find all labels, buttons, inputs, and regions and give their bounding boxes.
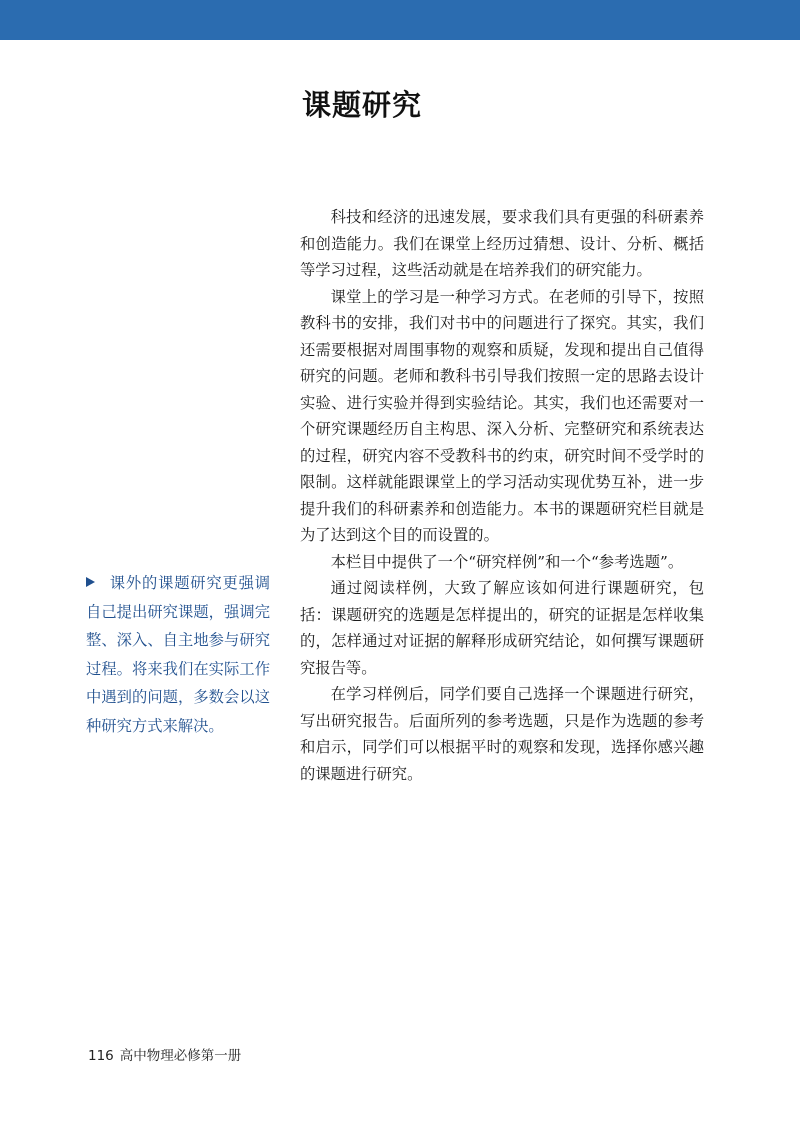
paragraph-1: 科技和经济的迅速发展，要求我们具有更强的科研素养和创造能力。我们在课堂上经历过猜想、设计、分析、概括等学习过程，这些活动就是在培养我们的研究能力。 — [300, 208, 704, 279]
paragraph-5: 在学习样例后，同学们要自己选择一个课题进行研究，写出研究报告。后面所列的参考选题，只是作为选题的参考和启示，同学们可以根据平时的观察和发现，选择你感兴趣的课题进行研究。 — [300, 685, 704, 783]
book-title: 高中物理必修第一册 — [119, 1048, 242, 1064]
page-title: 课题研究 — [302, 88, 423, 122]
header-bar — [0, 0, 800, 40]
paragraph-4: 通过阅读样例，大致了解应该如何进行课题研究，包括：课题研究的选题是怎样提出的，研究的证据是怎样收集的，怎样通过对证据的解释形成研究结论，如何撰写课题研究报告等。 — [300, 579, 704, 677]
paragraph-3: 本栏目中提供了一个“研究样例”和一个“参考选题”。 — [330, 552, 684, 571]
paragraph-2: 课堂上的学习是一种学习方式。在老师的引导下，按照教科书的安排，我们对书中的问题进行了探究。其实，我们还需要根据对周围事物的观察和质疑，发现和提出自己值得研究的问题。老师和教科书引导我们按照一定的思路去设计实验、进行实验并得到实验结论。其实，我们也还需要对一个研究课题经历自主构思、深入分析、完整研究和系统表达的过程，研究内容不受教科书的约束，研究时间不受学时的限制。这样就能跟课堂上的学习活动实现优势互补，进一步提升我们的科研素养和创造能力。本书的课题研究栏目就是为了达到这个目的而设置的。 — [300, 287, 704, 544]
triangle-right-icon — [86, 577, 95, 587]
page-footer — [88, 1044, 241, 1064]
sidenote — [86, 569, 270, 740]
sidenote-text: 课外的课题研究更强调自己提出研究课题，强调完整、深入、自主地参与研究过程。将来我们在实际工作中遇到的问题，多数会以这种研究方式来解决。 — [86, 574, 270, 735]
page-number: 116 — [88, 1048, 114, 1064]
main-text — [300, 204, 704, 787]
